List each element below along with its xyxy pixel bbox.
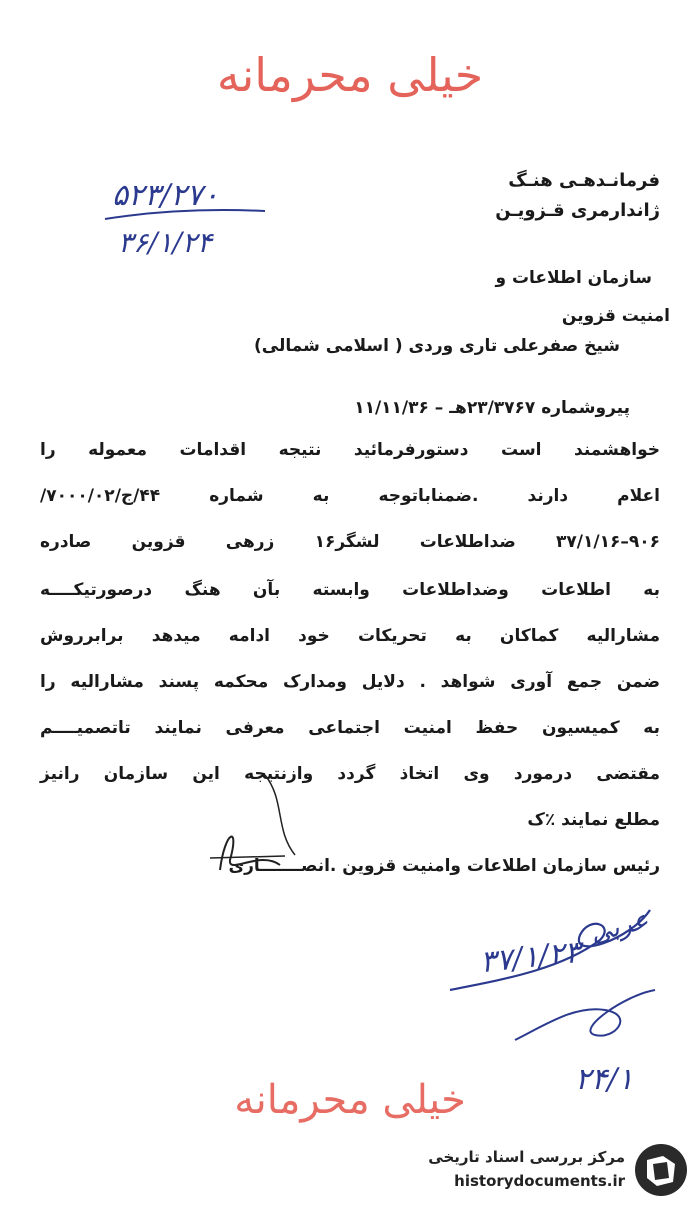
body-line-5: مشارالیه کماکان به تحریکات خود ادامه میدهد برابرروش [40, 626, 660, 646]
signature-line: رئیس سازمان اطلاعات وامنیت قزوین .انصـــــــاری [228, 856, 660, 876]
body-line-1: خواهشمند است دستورفرمائید نتیجه اقدامات معموله را [40, 440, 660, 460]
body-line-8: مقتضی درمورد وی اتخاذ گردد وازنتیجه این سازمان رانیز [40, 764, 660, 784]
watermark-text-fa: مرکز بررسی اسناد تاریخی [428, 1148, 625, 1166]
header-line-2: ژاندارمری قـزویـن [495, 200, 660, 221]
handwritten-underline-icon [100, 205, 270, 225]
handwritten-note: عربی [587, 904, 652, 950]
body-line-9: مطلع نمایند ٪ک [527, 810, 660, 830]
body-line-6: ضمن جمع آوری شواهد . دلایل ومدارک محکمه پسند مشارالیه را [40, 672, 660, 692]
watermark-logo [425, 1140, 695, 1200]
recipient-line-2: امنیت قزوین [561, 306, 670, 326]
margin-scribble-icon [255, 770, 315, 860]
body-line-2: اعلام دارند .ضمناباتوجه به شماره ۴۴/ج/۷۰۰۰/۰۲/ [40, 486, 660, 506]
classification-stamp-top: خیلی محرمانه [216, 48, 484, 102]
body-line-3: ۹۰۶–۳۷/۱/۱۶ ضداطلاعات لشگر۱۶ زرهی قزوین صادره [40, 532, 660, 552]
handwritten-reference-number: ۵۲۳/۲۷۰ [112, 178, 219, 213]
reference-line: پیروشماره ۲۳/۳۷۶۷هـ – ۱۱/۱۱/۳۶ [354, 398, 630, 418]
handwritten-reference-date: ۳۶/۱/۲۴ [118, 226, 213, 259]
body-line-7: به کمیسیون حفظ امنیت اجتماعی معرفی نمایند تاتصمیــــم [40, 718, 660, 738]
watermark-text-en: historydocuments.ir [454, 1172, 625, 1190]
reviewer-signature-icon [505, 985, 665, 1055]
header-line-1: فرمانـدهـی هنـگ [508, 170, 660, 191]
archive-logo-icon [633, 1142, 689, 1198]
body-line-4: به اطلاعات وضداطلاعات وابسته بآن هنگ درصورتیکــــه [40, 580, 660, 600]
subject-line: شیخ صفرعلی تاری وردی ( اسلامی شمالی) [254, 336, 620, 356]
handwritten-sig-number: ۲۴/۱ [575, 1062, 634, 1097]
recipient-line-1: سازمان اطلاعات و [495, 268, 652, 288]
handwritten-date: ۳۷/۱/۲۳ [478, 934, 583, 981]
classification-stamp-bottom: خیلی محرمانه [234, 1077, 466, 1123]
